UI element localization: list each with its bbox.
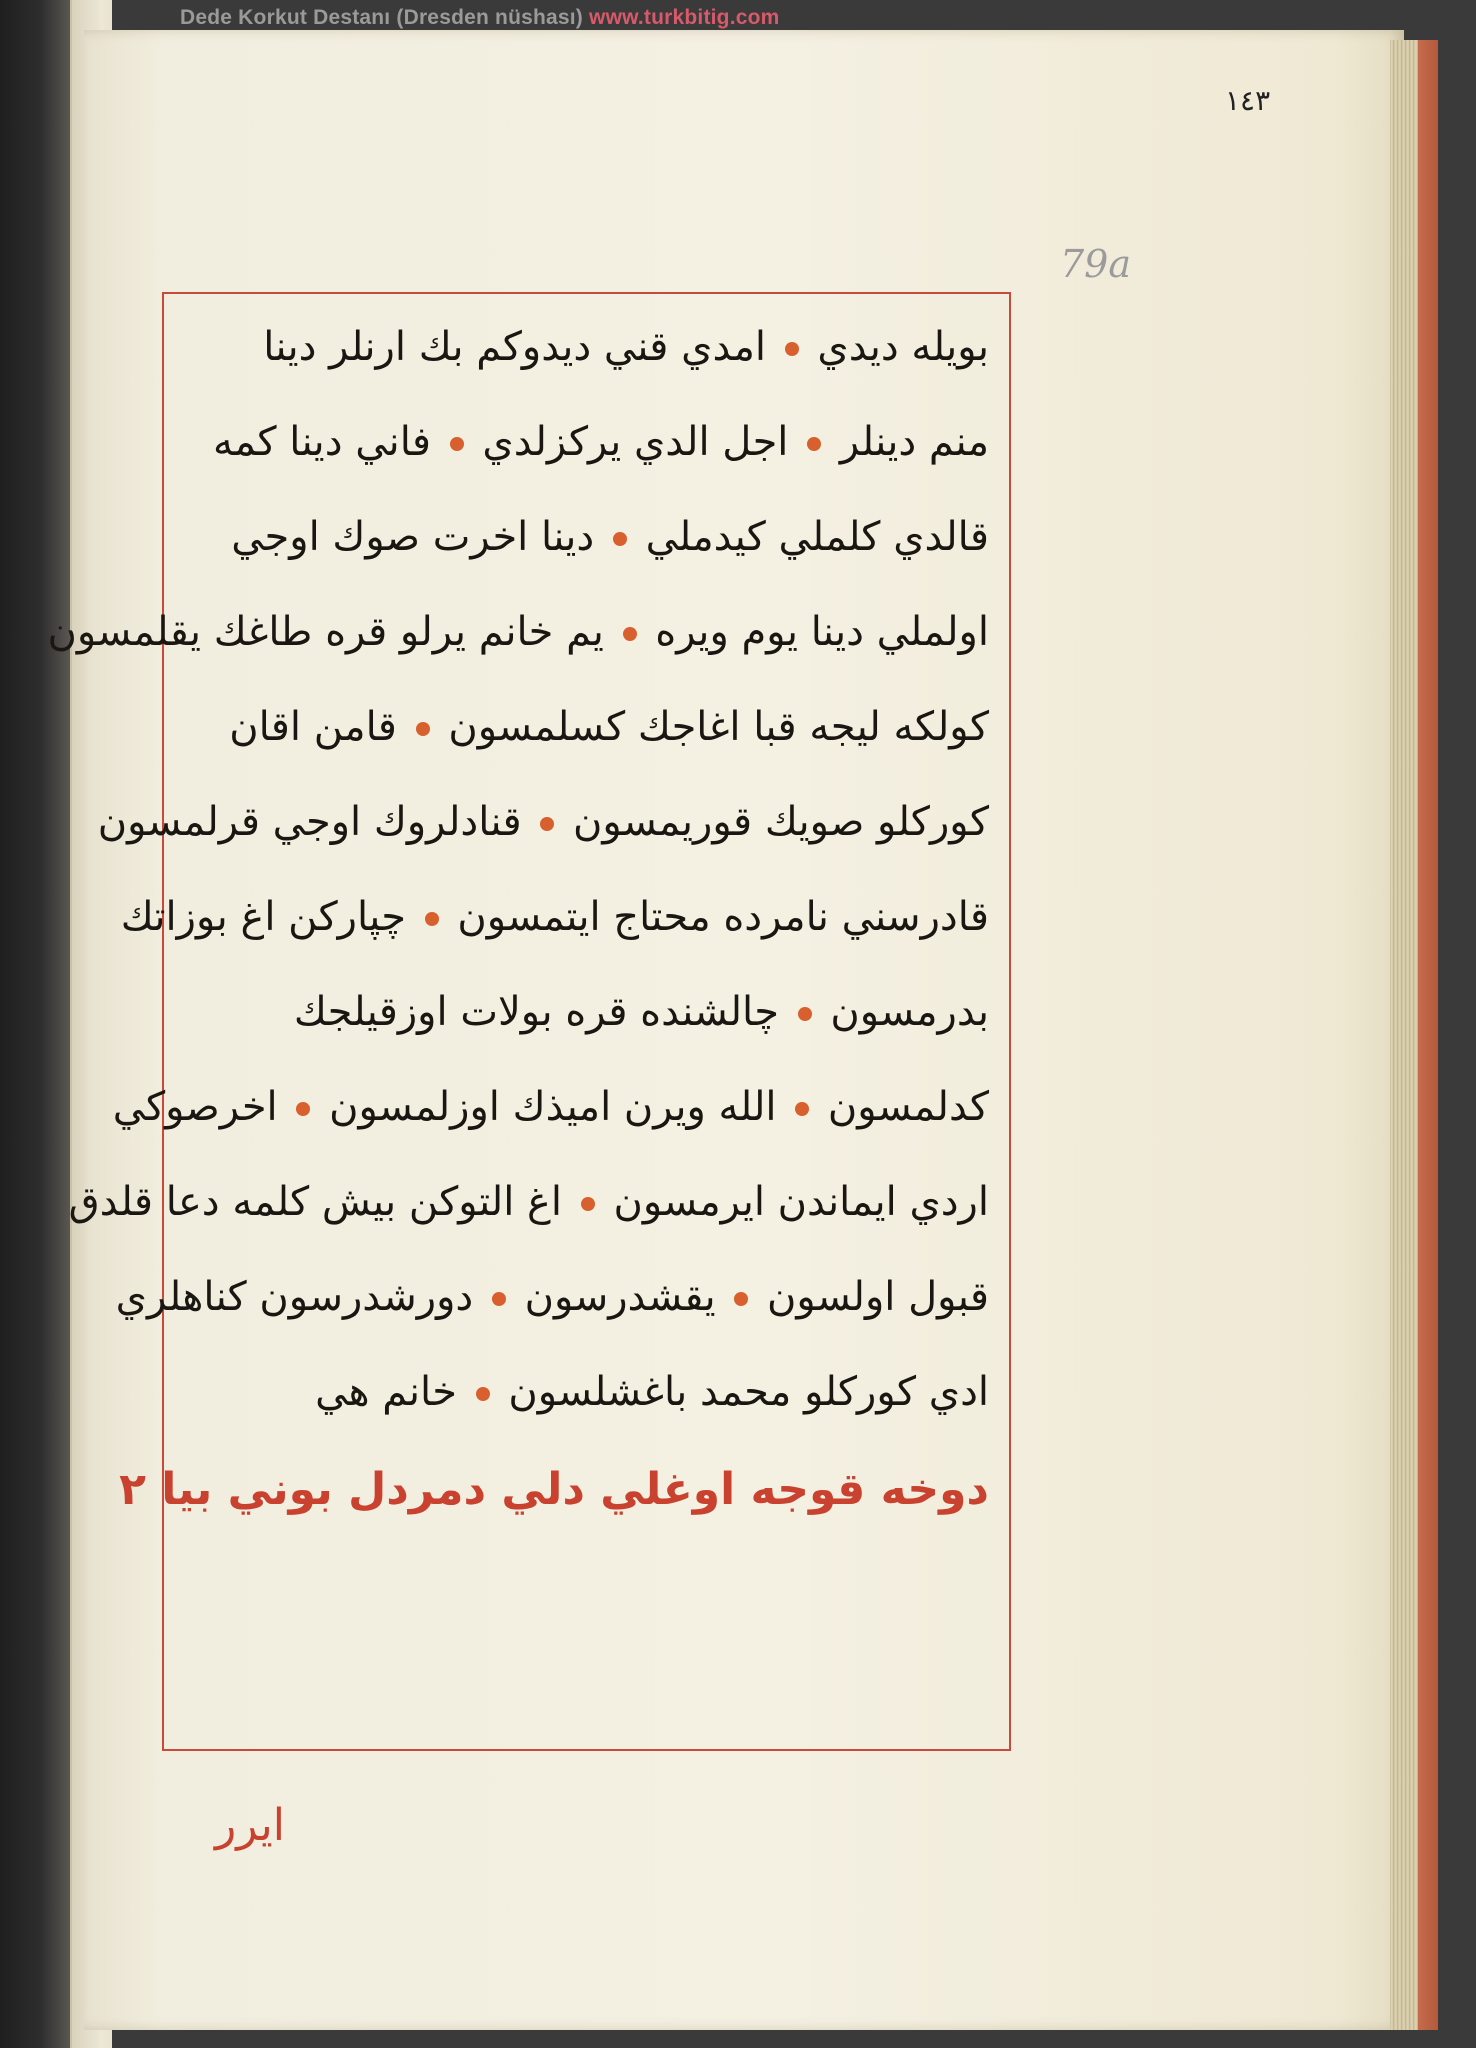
red-edge xyxy=(1418,40,1438,2030)
text-frame xyxy=(47,292,1011,1751)
punctuation-dot xyxy=(492,1292,506,1306)
watermark-title: Dede Korkut Destanı (Dresden nüshası) xyxy=(180,6,583,29)
text-line: كدلمسون الله ويرن اميذك اوزلمسون اخرصوكي xyxy=(112,1084,989,1130)
punctuation-dot xyxy=(425,912,439,926)
binding-gutter xyxy=(0,0,70,2048)
punctuation-dot xyxy=(450,437,464,451)
folio-number: 79a xyxy=(1060,242,1132,286)
punctuation-dot xyxy=(581,1197,595,1211)
punctuation-dot xyxy=(613,532,627,546)
text-line: قالدي كلملي كيدملي دينا اخرت صوك اوجي xyxy=(231,514,989,560)
punctuation-dot xyxy=(296,1102,310,1116)
punctuation-dot xyxy=(795,1102,809,1116)
text-line: ادي كوركلو محمد باغشلسون خانم هي xyxy=(315,1369,989,1415)
punctuation-dot xyxy=(734,1292,748,1306)
text-line: بويله ديدي امدي قني ديدوكم بك ارنلر دينا xyxy=(263,324,989,370)
text-line: كولكه ليجه قبا اغاجك كسلمسون قامن اقان xyxy=(229,704,989,750)
punctuation-dot xyxy=(540,817,554,831)
text-line: قادرسني نامرده محتاج ايتمسون چپاركن اغ بوزاتك xyxy=(120,894,989,940)
text-line: منم دينلر اجل الدي يركزلدي فاني دينا كمه xyxy=(212,419,989,465)
text-line: اردي ايماندن ايرمسون اغ التوكن بيش كلمه دعا قلدق xyxy=(68,1179,989,1225)
catchword: ايرر xyxy=(215,1800,285,1851)
rubric-heading: دوخه قوجه اوغلي دلي دمردل بوني بيا ٢ xyxy=(119,1464,989,1515)
watermark xyxy=(180,6,780,30)
punctuation-dot xyxy=(476,1387,490,1401)
punctuation-dot xyxy=(416,722,430,736)
page-stack-edge xyxy=(1390,40,1420,2030)
text-line: بدرمسون چالشنده قره بولات اوزقيلجك xyxy=(293,989,989,1035)
punctuation-dot xyxy=(623,627,637,641)
punctuation-dot xyxy=(798,1007,812,1021)
page-number: ١٤٣ xyxy=(1225,84,1271,117)
text-block xyxy=(47,300,989,1540)
punctuation-dot xyxy=(785,342,799,356)
text-line: قبول اولسون يقشدرسون دورشدرسون كناهلري xyxy=(115,1274,989,1320)
text-line: اولملي دينا يوم ويره يم خانم يرلو قره طاغك يقلمسون xyxy=(47,609,989,655)
punctuation-dot xyxy=(807,437,821,451)
text-line: كوركلو صويك قوريمسون قنادلروك اوجي قرلمسون xyxy=(97,799,989,845)
watermark-url[interactable]: www.turkbitig.com xyxy=(589,6,780,29)
